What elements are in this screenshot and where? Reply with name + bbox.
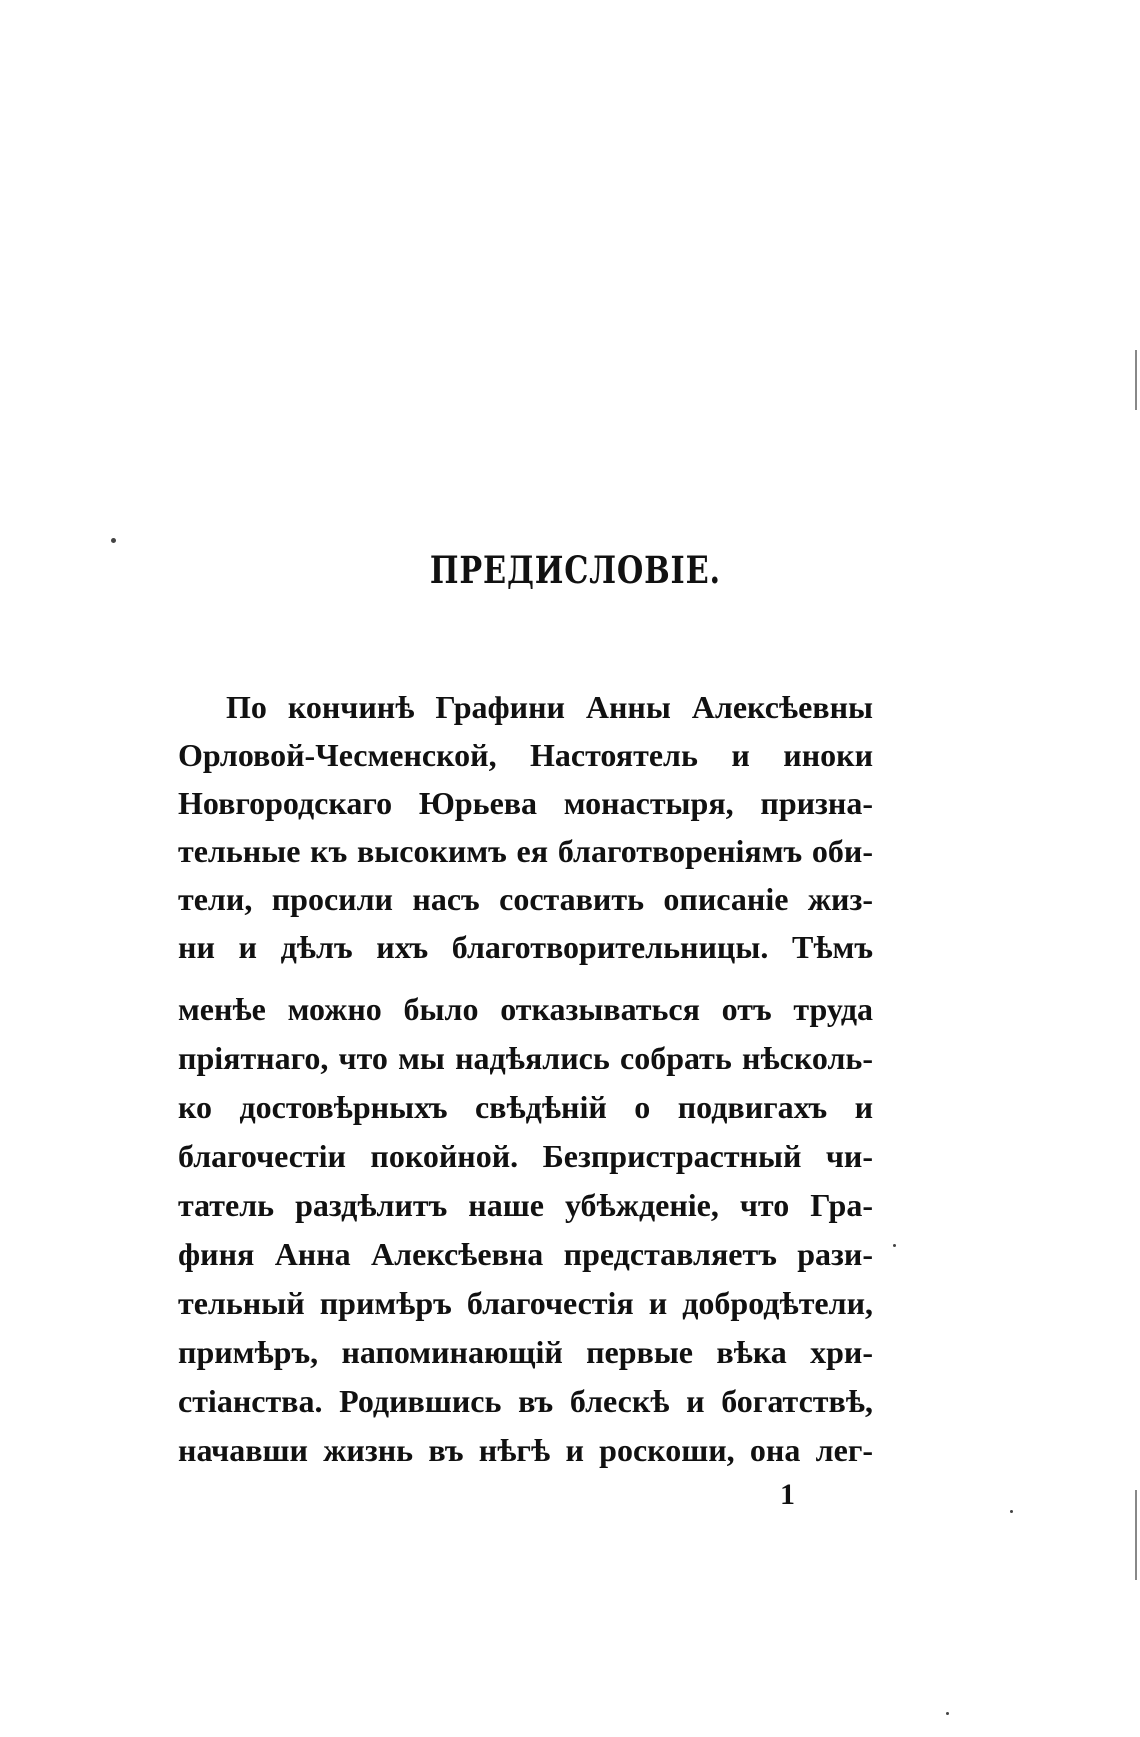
scan-edge-mark bbox=[1135, 350, 1137, 410]
scan-speck bbox=[111, 538, 116, 543]
text-line: пріятнаго, что мы надѣялись собрать нѣсколь- bbox=[178, 1040, 873, 1076]
text-line: ко достовѣрныхъ свѣдѣній о подвигахъ и bbox=[178, 1089, 873, 1125]
text-line: Орловой-Чесменской, Настоятель и иноки bbox=[178, 737, 873, 773]
text-line: благочестіи покойной. Безпристрастный чи- bbox=[178, 1138, 873, 1174]
scan-edge-mark bbox=[1135, 1490, 1137, 1580]
scan-speck bbox=[1010, 1510, 1013, 1513]
text-line: тельный примѣръ благочестія и добродѣтели, bbox=[178, 1285, 873, 1321]
scan-speck bbox=[946, 1712, 949, 1715]
page-title: ПРЕДИСЛОВІЕ. bbox=[429, 548, 721, 592]
text-line: ни и дѣлъ ихъ благотворительницы. Тѣмъ bbox=[178, 929, 873, 965]
page-number: 1 bbox=[780, 1478, 795, 1511]
text-line: тели, просили насъ составить описаніе жиз- bbox=[178, 881, 873, 917]
text-line: тельные къ высокимъ ея благотвореніямъ оби- bbox=[178, 833, 873, 869]
text-line: стіанства. Родившись въ блескѣ и богатствѣ, bbox=[178, 1383, 873, 1419]
text-line: По кончинѣ Графини Анны Алексѣевны bbox=[226, 689, 873, 725]
text-line: Новгородскаго Юрьева монастыря, призна- bbox=[178, 785, 873, 821]
text-line: финя Анна Алексѣевна представляетъ рази- bbox=[178, 1236, 873, 1272]
text-line: примѣръ, напоминающій первые вѣка хри- bbox=[178, 1334, 873, 1370]
text-line: татель раздѣлитъ наше убѣжденіе, что Гра- bbox=[178, 1187, 873, 1223]
text-line: начавши жизнь въ нѣгѣ и роскоши, она лег- bbox=[178, 1432, 873, 1468]
text-line: менѣе можно было отказываться отъ труда bbox=[178, 991, 873, 1027]
scan-speck bbox=[893, 1244, 896, 1247]
